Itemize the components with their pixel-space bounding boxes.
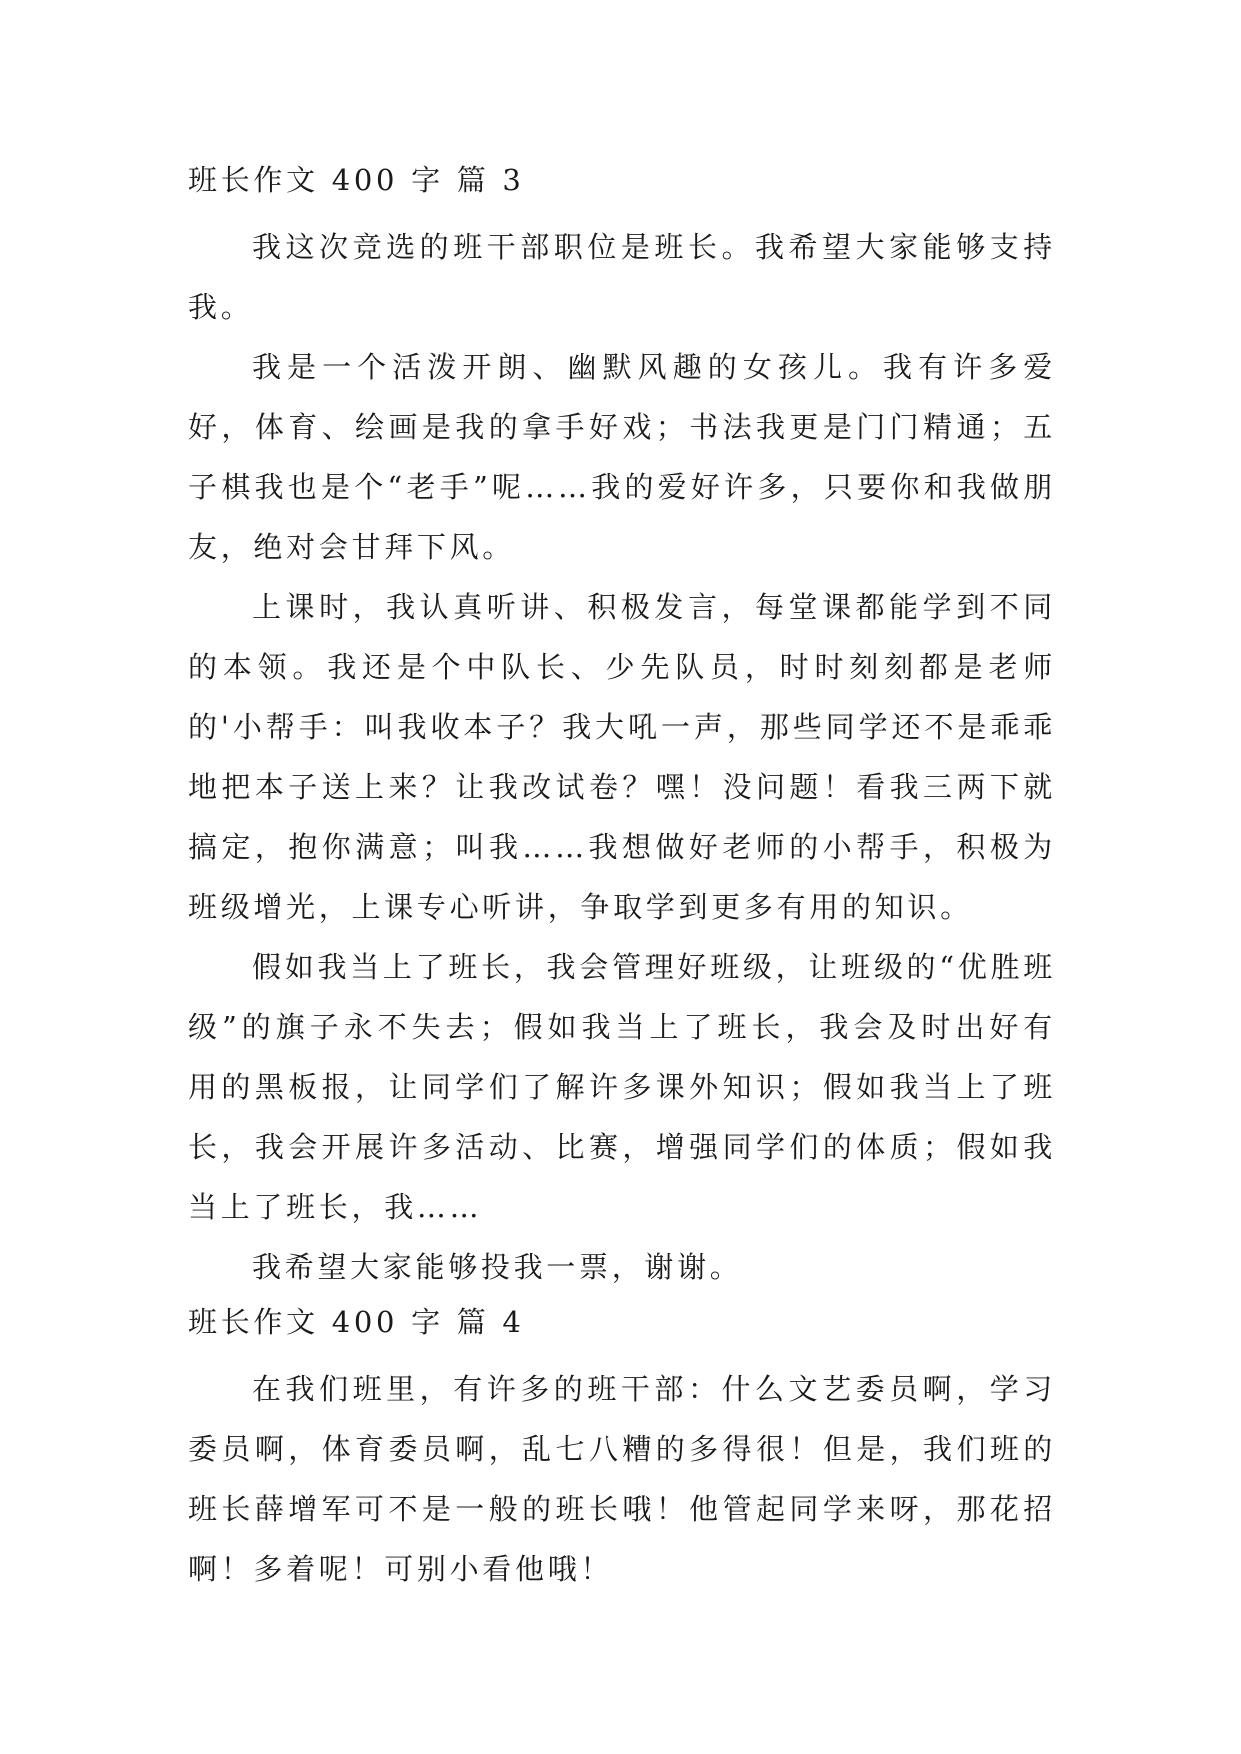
paragraph: 我希望大家能够投我一票，谢谢。	[252, 1250, 743, 1284]
paragraph: 我这次竞选的班干部职位是班长。我希望大家能够支持我。	[188, 230, 1056, 324]
document-page	[188, 155, 1056, 1599]
essay-section-4	[188, 1297, 1056, 1599]
paragraph: 假如我当上了班长，我会管理好班级，让班级的“优胜班级”的旗子永不失去；假如我当上了班长，我会及时出好有用的黑板报，让同学们了解许多课外知识；假如我当上了班长，我会开展许多活动、比赛，增强同学们的体质；假如我当上了班长，我……	[188, 950, 1056, 1224]
paragraph: 我是一个活泼开朗、幽默风趣的女孩儿。我有许多爱好，体育、绘画是我的拿手好戏；书法我更是门门精通；五子棋我也是个“老手”呢……我的爱好许多，只要你和我做朋友，绝对会甘拜下风。	[188, 350, 1056, 564]
section-heading: 班长作文 400 字 篇 4	[188, 1305, 525, 1339]
essay-section-3	[188, 155, 1056, 1297]
paragraph: 在我们班里，有许多的班干部：什么文艺委员啊，学习委员啊，体育委员啊，乱七八糟的多得很！但是，我们班的班长薛增军可不是一般的班长哦！他管起同学来呀，那花招啊！多着呢！可别小看他哦！	[188, 1372, 1056, 1586]
section-heading: 班长作文 400 字 篇 3	[188, 163, 525, 197]
paragraph: 上课时，我认真听讲、积极发言，每堂课都能学到不同的本领。我还是个中队长、少先队员，时时刻刻都是老师的'小帮手：叫我收本子？我大吼一声，那些同学还不是乖乖地把本子送上来？让我改试卷？嘿！没问题！看我三两下就搞定，抱你满意；叫我……我想做好老师的小帮手，积极为班级增光，上课专心听讲，争取学到更多有用的知识。	[188, 590, 1056, 924]
